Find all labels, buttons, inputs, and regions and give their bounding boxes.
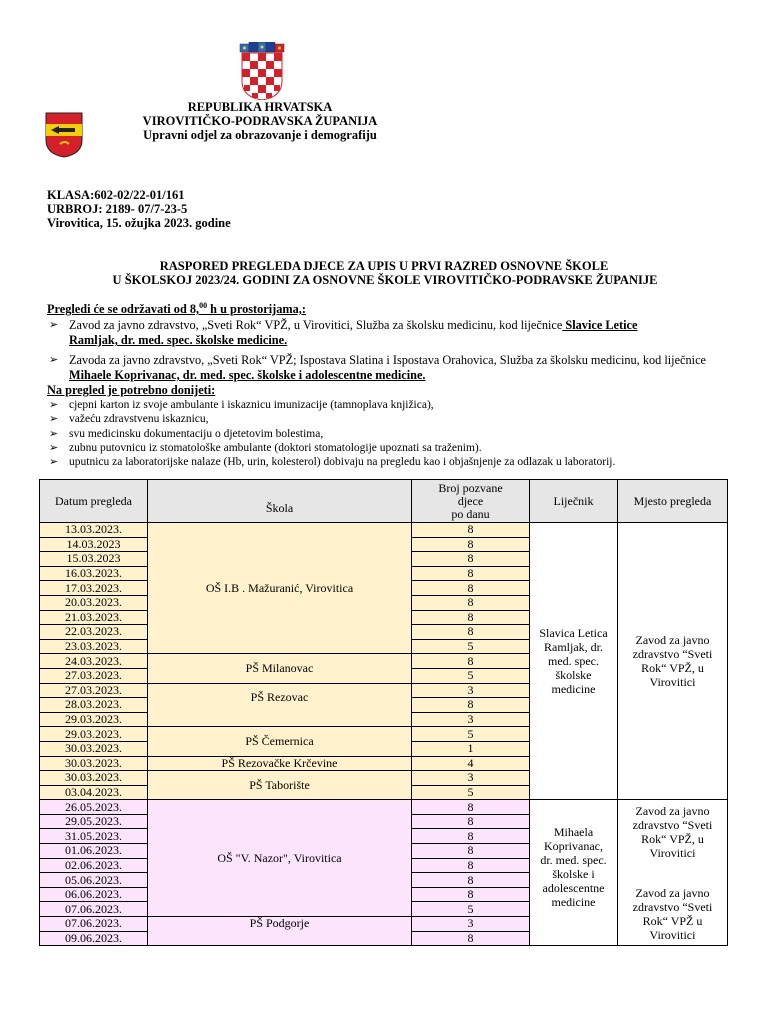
place-line: Virovitici: [649, 845, 696, 860]
place-date-line: Virovitica, 15. ožujka 2023. godine: [47, 216, 231, 230]
count-cell: 8: [412, 537, 530, 552]
table-row: [40, 800, 728, 815]
table-header-row: [40, 480, 728, 523]
doctor-line: medicine: [551, 894, 596, 909]
place-block-2: [618, 886, 727, 942]
location-heading-text: Pregledi će se održavati od 8,: [47, 302, 200, 317]
arrow-bullet-icon: ➢: [49, 354, 59, 367]
place-line: Rok“ VPŽ, u: [641, 661, 704, 676]
date-cell: 26.05.2023.: [40, 800, 148, 815]
count-cell: 8: [412, 887, 530, 902]
count-cell: 3: [412, 712, 530, 727]
date-cell: 27.03.2023.: [40, 668, 148, 683]
doctor-line: dr. med. spec.: [540, 852, 607, 867]
doctor-line: školske i: [552, 866, 595, 881]
place-block-1: [618, 804, 727, 860]
location-1-doctor-a: Slavice Letice: [562, 318, 638, 333]
date-cell: 30.03.2023.: [40, 741, 148, 756]
place-line: zdravstvo “Sveti: [632, 817, 713, 832]
school-cell: [148, 917, 412, 946]
bring-item-text: zubnu putovnicu iz stomatološke ambulante (doktori stomatologije upoznati sa traženim).: [69, 441, 482, 454]
header-school: [148, 480, 412, 523]
bring-heading: Na pregled je potrebno donijeti:: [47, 383, 216, 398]
date-cell: 17.03.2023.: [40, 581, 148, 596]
date-cell: 24.03.2023.: [40, 654, 148, 669]
bring-item-text: uputnicu za laboratorijske nalaze (Hb, urin, kolesterol) dobivaju na pregledu kao i objašnjenje za odlazak u laboratorij.: [69, 455, 616, 468]
place-cell: [618, 523, 728, 800]
doctor-cell: [530, 800, 618, 946]
header-count: [412, 480, 530, 523]
count-cell: 5: [412, 785, 530, 800]
location-item-1: [47, 318, 727, 348]
title-line-2: U ŠKOLSKOJ 2023/24. GODINI ZA OSNOVNE ŠKOLE VIROVITIČKO-PODRAVSKE ŽUPANIJE: [112, 273, 658, 287]
school-cell: [148, 683, 412, 727]
place-line: Virovitici: [649, 927, 696, 942]
place-cell: [618, 800, 728, 946]
date-cell: 30.03.2023.: [40, 771, 148, 786]
bring-list: [47, 398, 727, 469]
header-place: Mjesto pregleda: [618, 480, 728, 523]
school-cell: OŠ "V. Nazor", Virovitica: [148, 800, 412, 917]
school-cell: PŠ Čemernica: [148, 727, 412, 756]
school-cell: PŠ Milanovac: [148, 654, 412, 683]
bring-item: [47, 441, 727, 455]
header-count-line-3: po danu: [451, 506, 490, 521]
count-cell: 5: [412, 902, 530, 917]
count-cell: 8: [412, 858, 530, 873]
date-cell: 07.06.2023.: [40, 917, 148, 932]
bring-item: [47, 455, 727, 469]
date-cell: 13.03.2023.: [40, 523, 148, 538]
issuer-header: [0, 100, 768, 142]
place-line: Rok“ VPŽ u: [642, 913, 703, 928]
date-cell: 29.03.2023.: [40, 712, 148, 727]
table-row: [40, 523, 728, 538]
schedule-table: [39, 479, 728, 946]
doctor-cell: [530, 523, 618, 800]
place-line: zdravstvo “Sveti: [632, 647, 713, 662]
place-line: Zavod za javno: [635, 633, 710, 648]
location-1-doctor-b: Ramljak, dr. med. spec. školske medicine.: [69, 333, 288, 348]
count-cell: 3: [412, 683, 530, 698]
header-count-line-1: Broj pozvane: [438, 480, 503, 495]
location-heading-end: h u prostorijama,:: [207, 302, 306, 317]
date-cell: 14.03.2023: [40, 537, 148, 552]
count-cell: 8: [412, 814, 530, 829]
count-cell: 5: [412, 639, 530, 654]
date-cell: 28.03.2023.: [40, 698, 148, 713]
place-line: Rok“ VPŽ, u: [641, 831, 704, 846]
date-cell: 27.03.2023.: [40, 683, 148, 698]
count-cell: 8: [412, 552, 530, 567]
doctor-line: školske: [555, 668, 592, 683]
count-cell: 3: [412, 771, 530, 786]
date-cell: 07.06.2023.: [40, 902, 148, 917]
date-cell: 23.03.2023.: [40, 639, 148, 654]
school-cell: OŠ I.B . Mažuranić, Virovitica: [148, 523, 412, 654]
doctor-line: medicine: [551, 682, 596, 697]
date-cell: 22.03.2023.: [40, 625, 148, 640]
arrow-bullet-icon: ➢: [49, 441, 59, 454]
doctor-line: Slavica Letica: [539, 626, 608, 641]
document-meta: [47, 188, 231, 230]
location-heading-sup: 00: [199, 301, 208, 310]
count-cell: 8: [412, 654, 530, 669]
date-cell: 29.05.2023.: [40, 814, 148, 829]
bring-item: [47, 412, 727, 426]
bring-item-text: cjepni karton iz svoje ambulante i iskaznicu imunizacije (tamnoplava knjižica),: [69, 399, 434, 412]
school-cell: PŠ Taborište: [148, 771, 412, 800]
location-item-2: [47, 353, 727, 383]
arrow-bullet-icon: ➢: [49, 413, 59, 426]
school-name: PŠ Podgorje: [249, 916, 310, 931]
date-cell: 06.06.2023.: [40, 887, 148, 902]
header-count-line-2: djece: [457, 493, 484, 508]
location-heading: [47, 298, 727, 317]
doctor-line: Koprivanac,: [544, 838, 603, 853]
info-section: [47, 298, 727, 469]
place-line: Zavod za javno: [635, 803, 710, 818]
school-name: PŠ Rezovac: [250, 689, 309, 704]
bring-item: [47, 427, 727, 441]
count-cell: 8: [412, 581, 530, 596]
count-cell: 8: [412, 610, 530, 625]
doctor-line: med. spec.: [548, 654, 599, 669]
count-cell: 8: [412, 844, 530, 859]
croatia-coat-of-arms-icon: [236, 42, 288, 100]
county-name: VIROVITIČKO-PODRAVSKA ŽUPANIJA: [142, 114, 378, 128]
location-2-doctor: Mihaele Koprivanac, dr. med. spec. školske i adolescentne medicine.: [69, 368, 426, 383]
count-cell: 8: [412, 829, 530, 844]
document-title: [0, 259, 768, 287]
header-doctor: Liječnik: [530, 480, 618, 523]
klasa-line: KLASA:602-02/22-01/161: [47, 188, 185, 202]
doctor-line: adolescentne: [542, 880, 605, 895]
date-cell: 09.06.2023.: [40, 931, 148, 946]
arrow-bullet-icon: ➢: [49, 399, 59, 412]
place-line: Zavod za javno: [635, 885, 710, 900]
date-cell: 21.03.2023.: [40, 610, 148, 625]
doctor-line: Mihaela: [553, 824, 594, 839]
count-cell: 4: [412, 756, 530, 771]
bring-item-text: važeću zdravstvenu iskaznicu,: [69, 413, 209, 426]
date-cell: 03.04.2023.: [40, 785, 148, 800]
count-cell: 8: [412, 595, 530, 610]
count-cell: 1: [412, 741, 530, 756]
date-cell: 05.06.2023.: [40, 873, 148, 888]
count-cell: 8: [412, 625, 530, 640]
location-2-text: Zavoda za javno zdravstvo, „Sveti Rok“ VPŽ; Ispostava Slatina i Ispostava Orahovica, Služba za školsku medicinu, kod liječnice: [69, 353, 707, 368]
date-cell: 15.03.2023: [40, 552, 148, 567]
count-cell: 3: [412, 917, 530, 932]
count-cell: 5: [412, 727, 530, 742]
header-school-text: Škola: [265, 500, 294, 515]
date-cell: 01.06.2023.: [40, 844, 148, 859]
date-cell: 16.03.2023.: [40, 566, 148, 581]
school-cell: PŠ Rezovačke Krčevine: [148, 756, 412, 771]
arrow-bullet-icon: ➢: [49, 319, 59, 332]
place-line: zdravstvo “Sveti: [632, 899, 713, 914]
date-cell: 20.03.2023.: [40, 595, 148, 610]
bring-item: [47, 398, 727, 412]
count-cell: 8: [412, 873, 530, 888]
count-cell: 8: [412, 566, 530, 581]
date-cell: 29.03.2023.: [40, 727, 148, 742]
place-line: Virovitici: [649, 675, 696, 690]
count-cell: 8: [412, 931, 530, 946]
arrow-bullet-icon: ➢: [49, 455, 59, 468]
title-line-1: RASPORED PREGLEDA DJECE ZA UPIS U PRVI RAZRED OSNOVNE ŠKOLE: [159, 259, 609, 273]
count-cell: 5: [412, 668, 530, 683]
doctor-block: [530, 825, 617, 909]
department-name: Upravni odjel za obrazovanje i demografiju: [143, 128, 377, 142]
arrow-bullet-icon: ➢: [49, 427, 59, 440]
date-cell: 31.05.2023.: [40, 829, 148, 844]
count-cell: 8: [412, 800, 530, 815]
header-date: Datum pregleda: [40, 480, 148, 523]
doctor-line: Ramljak, dr.: [544, 640, 603, 655]
urbroj-line: URBROJ: 2189- 07/7-23-5: [47, 202, 188, 216]
date-cell: 30.03.2023.: [40, 756, 148, 771]
date-cell: 02.06.2023.: [40, 858, 148, 873]
country-name: REPUBLIKA HRVATSKA: [187, 100, 333, 114]
count-cell: 8: [412, 523, 530, 538]
location-1-text: Zavod za javno zdravstvo, „Sveti Rok“ VPŽ, u Virovitici, Služba za školsku medicinu, kod liječnice: [69, 318, 563, 333]
count-cell: 8: [412, 698, 530, 713]
bring-item-text: svu medicinsku dokumentaciju o djetetovim bolestima,: [69, 427, 324, 440]
